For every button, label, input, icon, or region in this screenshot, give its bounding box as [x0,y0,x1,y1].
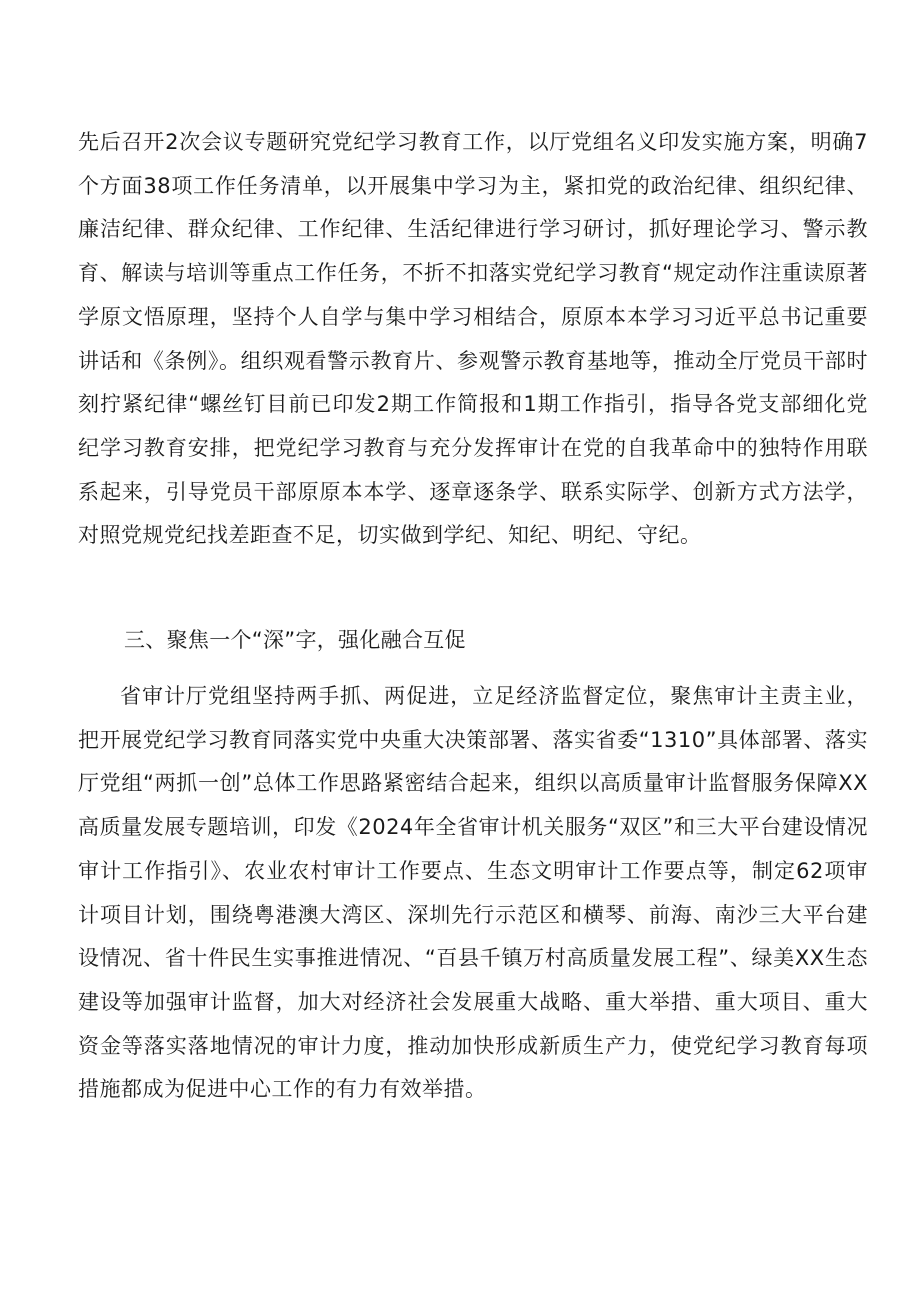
body-paragraph-continued: 先后召开2次会议专题研究党纪学习教育工作，以厅党组名义印发实施方案，明确7个方面38项工作任务清单，以开展集中学习为主，紧扣党的政治纪律、组织纪律、廉洁纪律、群众纪律、工作纪律、生活纪律进行学习研讨，抓好理论学习、警示教育、解读与培训等重点工作任务，不折不扣落实党纪学习教育“规定动作注重读原著学原文悟原理，坚持个人自学与集中学习相结合，原原本本学习习近平总书记重要讲话和《条例》。组织观看警示教育片、参观警示教育基地等，推动全厅党员干部时刻拧紧纪律“螺丝钉目前已印发2期工作简报和1期工作指引，指导各党支部细化党纪学习教育安排，把党纪学习教育与充分发挥审计在党的自我革命中的独特作用联系起来，引导党员干部原原本本学、逐章逐条学、联系实际学、创新方式方法学，对照党规党纪找差距查不足，切实做到学纪、知纪、明纪、守纪。 [78,130,868,548]
body-paragraph-section-3: 省审计厅党组坚持两手抓、两促进，立足经济监督定位，聚焦审计主责主业，把开展党纪学习教育同落实党中央重大决策部署、落实省委“1310”具体部署、落实厅党组“两抓一创”总体工作思路紧密结合起来，组织以高质量审计监督服务保障XX高质量发展专题培训，印发《2024年全省审计机关服务“双区”和三大平台建设情况审计工作指引》、农业农村审计工作要点、生态文明审计工作要点等，制定62项审计项目计划，围绕粤港澳大湾区、深圳先行示范区和横琴、前海、南沙三大平台建设情况、省十件民生实事推进情况、“百县千镇万村高质量发展工程”、绿美XX生态建设等加强审计监督，加大对经济社会发展重大战略、重大举措、重大项目、重大资金等落实落地情况的审计力度，推动加快形成新质生产力，使党纪学习教育每项措施都成为促进中心工作的有力有效举措。 [78,684,868,1102]
section-heading-3: 三、聚焦一个“深”字，强化融合互促 [124,628,466,652]
